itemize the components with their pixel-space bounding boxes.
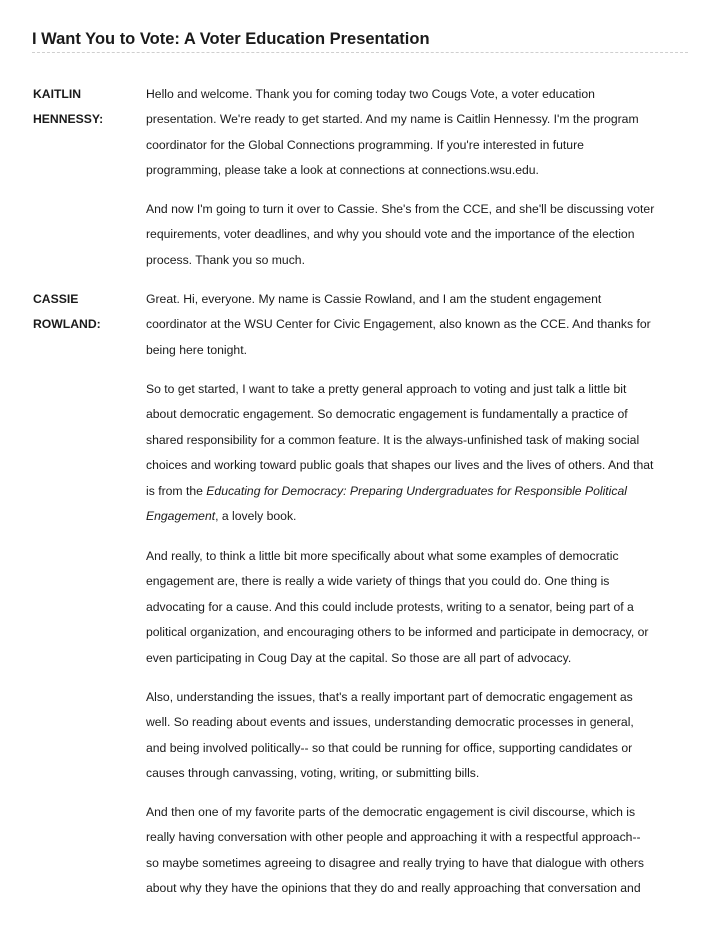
paragraph-line: And really, to think a little bit more specifically about what some examples of democratic [146,549,619,563]
paragraph-line: well. So reading about events and issues, understanding democratic processes in general, [146,715,634,730]
paragraph-line: Great. Hi, everyone. My name is Cassie Rowland, and I am the student engagement [146,292,602,306]
speaker-label-kaitlin [33,82,133,132]
speaker-last-name: HENNESSY: [33,112,104,126]
speaker-label-cassie [33,287,133,337]
paragraph-7 [146,800,692,902]
document-title: I Want You to Vote: A Voter Education Presentation [32,30,430,48]
paragraph-line: about democratic engagement. So democratic engagement is fundamentally a practice of [146,407,628,422]
paragraph-line: Hello and welcome. Thank you for coming today two Cougs Vote, a voter education [146,87,595,101]
paragraph-2 [146,197,692,273]
paragraph-line: And now I'm going to turn it over to Cassie. She's from the CCE, and she'll be discussing voter [146,202,655,216]
citation-suffix: , a lovely book. [215,509,297,524]
paragraph-line: process. Thank you so much. [146,252,305,267]
paragraph-line: engagement are, there is really a wide variety of things that you could do. One thing is [146,574,610,589]
paragraph-line: coordinator at the WSU Center for Civic Engagement, also known as the CCE. And thanks for [146,317,651,332]
paragraph-line: causes through canvassing, voting, writing, or submitting bills. [146,766,480,781]
paragraph-line: really having conversation with other people and approaching it with a respectful approach-- [146,830,641,845]
paragraph-line: and being involved politically-- so that could be running for office, supporting candidates or [146,740,633,755]
paragraph-line: coordinator for the Global Connections programming. If you're interested in future [146,137,584,152]
paragraph-line: And then one of my favorite parts of the democratic engagement is civil discourse, which is [146,805,636,819]
paragraph-line: choices and working toward public goals that shapes our lives and the lives of others. And that [146,458,654,473]
paragraph-3 [146,287,692,363]
paragraph-line: political organization, and encouraging others to be informed and participate in democracy, or [146,625,649,640]
paragraph-line: so maybe sometimes agreeing to disagree and really trying to have that dialogue with others [146,855,644,870]
paragraph-line: advocating for a cause. And this could include protests, writing to a senator, being part of a [146,599,634,614]
paragraph-line: even participating in Coug Day at the capital. So those are all part of advocacy. [146,650,572,665]
paragraph-line [146,504,692,529]
book-title: Educating for Democracy: Preparing Undergraduates for Responsible Political [206,483,627,498]
paragraph-4 [146,377,692,529]
paragraph-6 [146,685,692,787]
speaker-first-name: KAITLIN [33,87,82,101]
title-divider [32,52,688,53]
speaker-first-name: CASSIE [33,292,79,306]
paragraph-line: presentation. We're ready to get started. And my name is Caitlin Hennessy. I'm the program [146,112,639,127]
paragraph-line: shared responsibility for a common feature. It is the always-unfinished task of making social [146,432,640,447]
paragraph-5 [146,544,692,671]
paragraph-line: programming, please take a look at connections at connections.wsu.edu. [146,163,539,178]
paragraph-1 [146,82,692,184]
paragraph-line: requirements, voter deadlines, and why you should vote and the importance of the election [146,227,635,242]
paragraph-line: about why they have the opinions that they do and really approaching that conversation and [146,881,641,896]
paragraph-line: being here tonight. [146,342,247,357]
paragraph-line: Also, understanding the issues, that's a really important part of democratic engagement as [146,690,633,704]
book-title-continued: Engagement [146,509,216,524]
paragraph-line: So to get started, I want to take a pretty general approach to voting and just talk a little bit [146,382,627,396]
paragraph-line [146,479,692,504]
citation-prefix: is from the [146,483,207,498]
speaker-last-name: ROWLAND: [33,317,101,331]
